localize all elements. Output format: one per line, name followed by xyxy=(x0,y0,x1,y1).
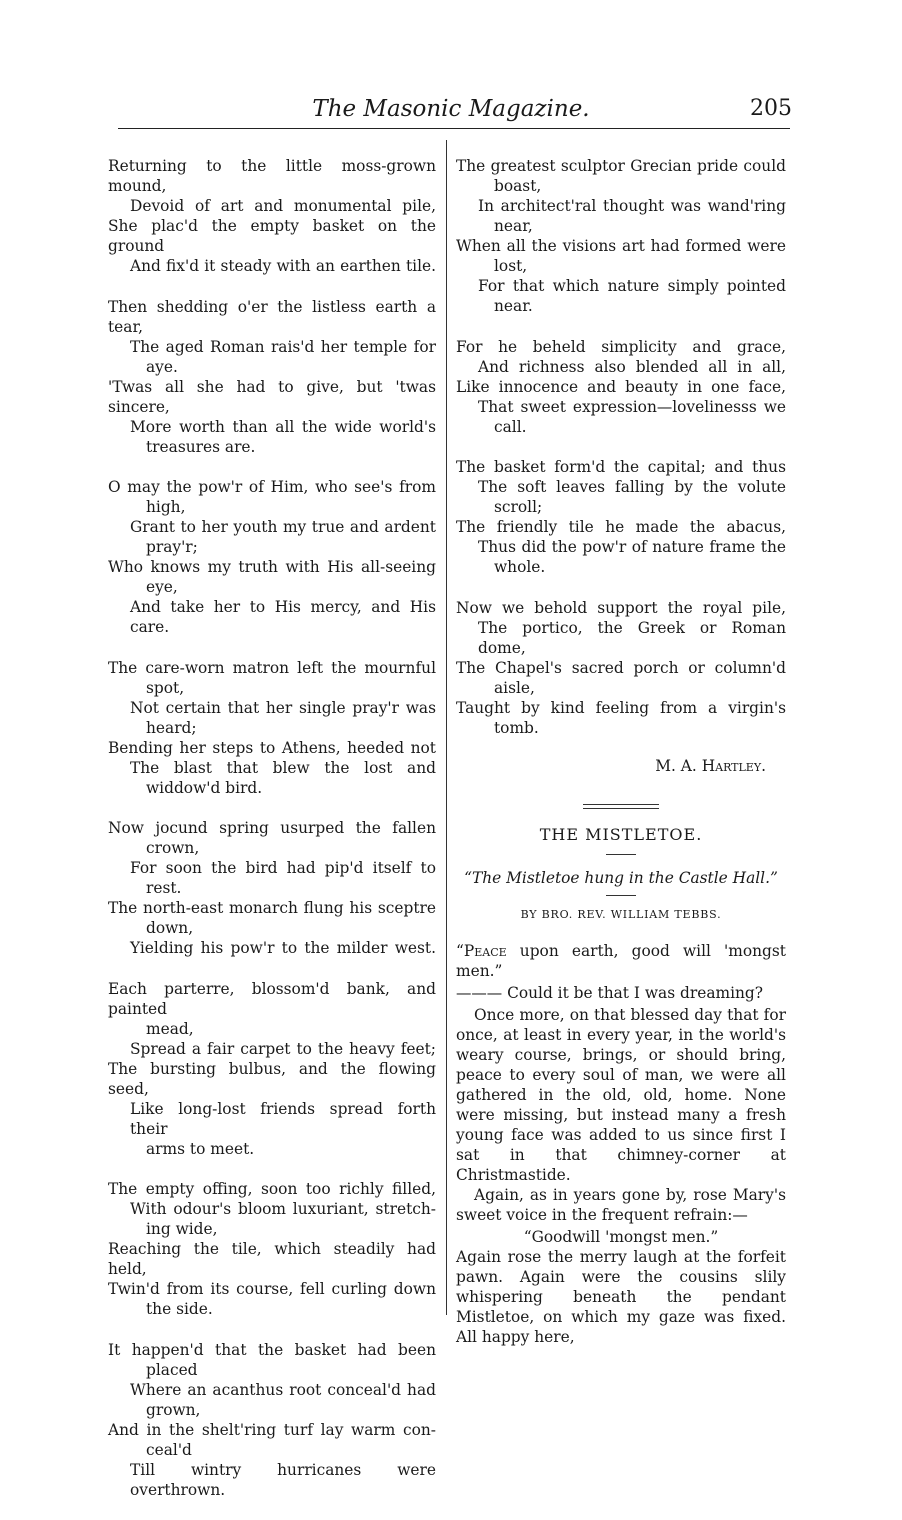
verse-line: high, xyxy=(146,498,186,516)
verse-line: For he beheld simplicity and grace, xyxy=(456,337,786,356)
right-column xyxy=(456,156,786,1347)
verse-line: The friendly tile he made the abacus, xyxy=(456,518,786,536)
verse-line: Till wintry hurricanes were overthrown. xyxy=(130,1460,436,1499)
verse-line: The empty offing, soon too richly filled, xyxy=(108,1180,436,1198)
stanza xyxy=(108,297,436,457)
stanza xyxy=(456,457,786,577)
stanza xyxy=(108,818,436,958)
verse-line: whole. xyxy=(494,558,546,576)
verse-line: arms to meet. xyxy=(146,1139,255,1158)
verse-line: For soon the bird had pip'd itself to xyxy=(130,859,436,877)
verse-line: The bursting bulbus, and the flowing seed, xyxy=(108,1059,436,1098)
verse-line: And richness also blended all in all, xyxy=(478,357,786,376)
stanza xyxy=(108,979,436,1159)
verse-line: And in the shelt'ring turf lay warm con- xyxy=(108,1420,436,1439)
verse-line: The aged Roman rais'd her temple for xyxy=(130,337,436,356)
verse-line: It happen'd that the basket had been xyxy=(108,1340,436,1359)
verse-line: spot, xyxy=(146,678,185,697)
verse-line: the side. xyxy=(146,1300,213,1318)
verse-line: eye, xyxy=(146,578,178,596)
verse-line: Bending her steps to Athens, heeded not xyxy=(108,738,436,757)
verse-line: aisle, xyxy=(494,678,535,697)
verse-line: Who knows my truth with His all-seeing xyxy=(108,558,436,576)
paragraph-2: Again, as in years gone by, rose Mary's sweet voice in the frequent refrain:— xyxy=(456,1186,786,1224)
verse-line: Devoid of art and monumental pile, xyxy=(130,197,436,215)
opening-quote-first-word: Peace xyxy=(463,942,507,960)
stanza xyxy=(108,1340,436,1500)
article-title: THE MISTLETOE. xyxy=(539,825,703,844)
verse-line: tomb. xyxy=(494,718,539,737)
verse-line: heard; xyxy=(146,718,197,737)
verse-line: The basket form'd the capital; and thus xyxy=(456,458,786,476)
verse-line: Thus did the pow'r of nature frame the xyxy=(478,538,786,556)
verse-line: near. xyxy=(494,297,533,315)
right-poem xyxy=(456,156,786,738)
verse-line: The soft leaves falling by the volute xyxy=(478,478,786,496)
verse-line: crown, xyxy=(146,839,200,857)
verse-line: Yielding his pow'r to the milder west. xyxy=(130,939,436,957)
stanza xyxy=(108,658,436,798)
verse-line: Taught by kind feeling from a virgin's xyxy=(456,698,786,717)
verse-line: treasures are. xyxy=(146,437,256,456)
verse-line: More worth than all the wide world's xyxy=(130,417,436,436)
verse-line: ceal'd xyxy=(146,1440,192,1459)
verse-line: pray'r; xyxy=(146,538,198,556)
verse-line: aye. xyxy=(146,357,178,376)
header-rule xyxy=(118,128,790,129)
verse-line: Twin'd from its course, fell curling down xyxy=(108,1280,436,1298)
verse-line: Each parterre, blossom'd bank, and painted xyxy=(108,979,436,1018)
verse-line: Reaching the tile, which steadily had held, xyxy=(108,1240,436,1278)
column-divider xyxy=(446,140,447,1315)
paragraph-1: Once more, on that blessed day that for once, at least in every year, in the world's weary course, brings, or should bring, peace to every soul of man, we were all gathered in the old, old, home. None were missing, but instead many a fresh young face was added to us since first I sat in that chimney-corner at Christmastide. xyxy=(456,1006,786,1184)
verse-line: For that which nature simply pointed xyxy=(478,277,786,295)
page-number: 205 xyxy=(750,96,792,121)
verse-line: When all the visions art had formed were xyxy=(456,237,786,255)
verse-line: The north-east monarch flung his sceptre xyxy=(108,899,436,917)
paragraph-3: Again rose the merry laugh at the forfeit pawn. Again were the cousins slily whispering beneath the pendant Mistletoe, on which my gaze was fixed. All happy here, xyxy=(456,1248,786,1346)
opening-quote-rest: upon earth, good will 'mongst men.” xyxy=(456,942,786,980)
verse-line: Then shedding o'er the listless earth a tear, xyxy=(108,297,436,336)
verse-line: Now we behold support the royal pile, xyxy=(456,598,786,617)
stanza xyxy=(456,156,786,316)
opening-quote: “Peace upon earth, good will 'mongst men.” xyxy=(456,942,786,980)
refrain-line: “Goodwill 'mongst men.” xyxy=(523,1228,719,1246)
verse-line: Like innocence and beauty in one face, xyxy=(456,377,786,396)
verse-line: The Chapel's sacred porch or column'd xyxy=(456,658,786,677)
left-column xyxy=(108,156,436,1520)
verse-line: Spread a fair carpet to the heavy feet; xyxy=(130,1039,436,1058)
verse-line: In architect'ral thought was wand'ring xyxy=(478,197,786,215)
verse-line: She plac'd the empty basket on the ground xyxy=(108,217,436,255)
dash-line: ——— Could it be that I was dreaming? xyxy=(456,984,764,1002)
verse-line: rest. xyxy=(146,879,182,897)
verse-line: The care-worn matron left the mournful xyxy=(108,658,436,677)
verse-line: ing wide, xyxy=(146,1220,218,1238)
section-double-rule xyxy=(583,804,659,809)
stanza xyxy=(108,1179,436,1319)
verse-line: And fix'd it steady with an earthen tile. xyxy=(130,257,436,275)
verse-line: mead, xyxy=(146,1019,194,1038)
stanza xyxy=(108,156,436,276)
stanza xyxy=(108,477,436,637)
verse-line: boast, xyxy=(494,177,542,195)
verse-line: scroll; xyxy=(494,498,543,516)
verse-line: grown, xyxy=(146,1400,201,1419)
verse-line: down, xyxy=(146,919,194,937)
verse-line: near, xyxy=(494,217,533,235)
verse-line: With odour's bloom luxuriant, stretch- xyxy=(130,1200,436,1218)
verse-line: The greatest sculptor Grecian pride could xyxy=(456,157,786,175)
verse-line: Like long-lost friends spread forth their xyxy=(130,1099,436,1138)
stanza xyxy=(456,598,786,738)
verse-line: lost, xyxy=(494,257,528,275)
article-byline: BY BRO. REV. WILLIAM TEBBS. xyxy=(520,908,722,921)
verse-line: O may the pow'r of Him, who see's from xyxy=(108,478,436,496)
verse-line: call. xyxy=(494,417,527,436)
poem-signature: M. A. Hartley. xyxy=(655,757,766,775)
verse-line: The portico, the Greek or Roman dome, xyxy=(478,618,786,657)
verse-line: The blast that blew the lost and xyxy=(130,758,436,777)
verse-line: placed xyxy=(146,1360,198,1379)
verse-line: Grant to her youth my true and ardent xyxy=(130,518,436,536)
verse-line: Now jocund spring usurped the fallen xyxy=(108,819,436,837)
stanza xyxy=(456,337,786,437)
verse-line: Returning to the little moss-grown mound, xyxy=(108,157,436,195)
verse-line: 'Twas all she had to give, but 'twas sincere, xyxy=(108,377,436,416)
article-subtitle: “The Mistletoe hung in the Castle Hall.” xyxy=(464,869,778,887)
verse-line: Where an acanthus root conceal'd had xyxy=(130,1380,436,1399)
running-header-title: The Masonic Magazine. xyxy=(312,96,590,122)
verse-line: Not certain that her single pray'r was xyxy=(130,698,436,717)
verse-line: widdow'd bird. xyxy=(146,778,263,797)
title-rule xyxy=(606,854,636,855)
verse-line: And take her to His mercy, and His care. xyxy=(130,598,436,636)
subtitle-rule xyxy=(606,895,636,896)
verse-line: That sweet expression—lovelinesss we xyxy=(478,397,786,416)
